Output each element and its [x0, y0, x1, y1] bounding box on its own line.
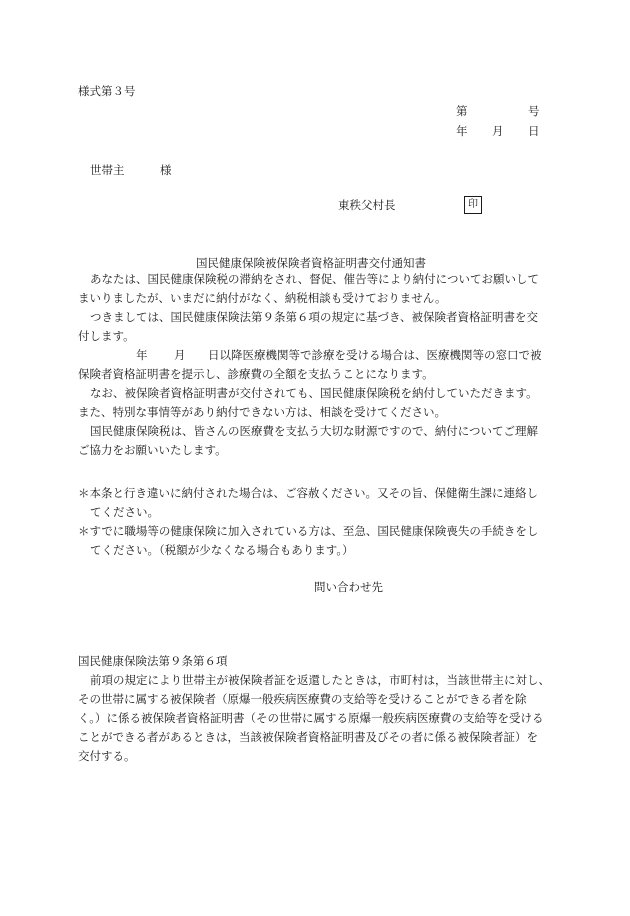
form-number: 様式第３号: [78, 84, 136, 98]
law-line-1: 前項の規定により世帯主が被保険者証を返還したときは，市町村は，当該世帯主に対し、: [90, 673, 550, 687]
doc-number-prefix: 第: [456, 104, 468, 118]
notice-body: [78, 270, 542, 460]
paragraph-1-line-2: まいりましたが、いまだに納付がなく、納税相談も受けておりません。: [78, 291, 447, 305]
contact-label: 問い合わせ先: [314, 580, 383, 594]
law-line-5: 交付する。: [78, 749, 136, 763]
blank-date-month: 月: [174, 348, 186, 362]
note-1-line-1: ＊本条と行き違いに納付された場合は、ご容赦ください。又その旨、保健衛生課に連絡し: [78, 486, 538, 500]
law-line-3: く。）に係る被保険者資格証明書（その世帯に属する原爆一般疾病医療費の支給等を受ける: [78, 711, 544, 725]
paragraph-2-line-2: 付します。: [78, 329, 135, 343]
paragraph-4-line-2: また、特別な事情等があり納付できない方は、相談を受けてください。: [78, 405, 446, 419]
paragraph-3-line-1: [78, 346, 542, 365]
law-title: 国民健康保険法第９条第６項: [78, 654, 228, 668]
note-2-line-2: てください。（税額が少なくなる場合もあります。）: [90, 543, 354, 557]
blank-date-year: 年: [136, 348, 148, 362]
issuer: 東秩父村長: [338, 198, 396, 212]
paragraph-1-line-1: あなたは、国民健康保険税の滞納をされ、督促、催告等により納付についてお願いして: [90, 272, 539, 286]
paragraph-5-line-2: ご協力をお願いいたします。: [78, 443, 227, 457]
paragraph-3-text: 日以降医療機関等で診療を受ける場合は、医療機関等の窓口で被: [208, 348, 542, 362]
notice-title: 国民健康保険被保険者資格証明書交付通知書: [196, 256, 426, 270]
seal-stamp: 印: [464, 196, 482, 214]
paragraph-2-line-1: つきましては、国民健康保険法第９条第６項の規定に基づき、被保険者資格証明書を交: [90, 310, 539, 324]
law-line-4: ことができる者があるときは，当該被保険者資格証明書及びその者に係る被保険者証）を: [78, 730, 538, 744]
law-excerpt: [78, 652, 550, 766]
honorific: 様: [160, 163, 172, 177]
date-year: 年: [456, 124, 468, 138]
notes: [78, 484, 538, 560]
paragraph-3-line-2: 保険者資格証明書を提示し、診療費の全額を支払うことになります。: [78, 367, 434, 381]
law-line-2: その世帯に属する被保険者（原爆一般疾病医療費の支給等を受けることができる者を除: [78, 692, 527, 706]
doc-number-suffix: 号: [528, 104, 540, 118]
note-2-line-1: ＊すでに職場等の健康保険に加入されている方は、至急、国民健康保険喪失の手続きをし: [78, 524, 539, 538]
paragraph-4-line-1: なお、被保険者資格証明書が交付されても、国民健康保険税を納付していただきます。: [90, 386, 538, 400]
addressee: 世帯主: [90, 163, 125, 177]
paragraph-5-line-1: 国民健康保険税は、皆さんの医療費を支払う大切な財源ですので、納付についてご理解: [90, 424, 539, 438]
date-month: 月: [492, 124, 504, 138]
note-1-line-2: てください。: [90, 505, 159, 519]
date-day: 日: [528, 124, 540, 138]
